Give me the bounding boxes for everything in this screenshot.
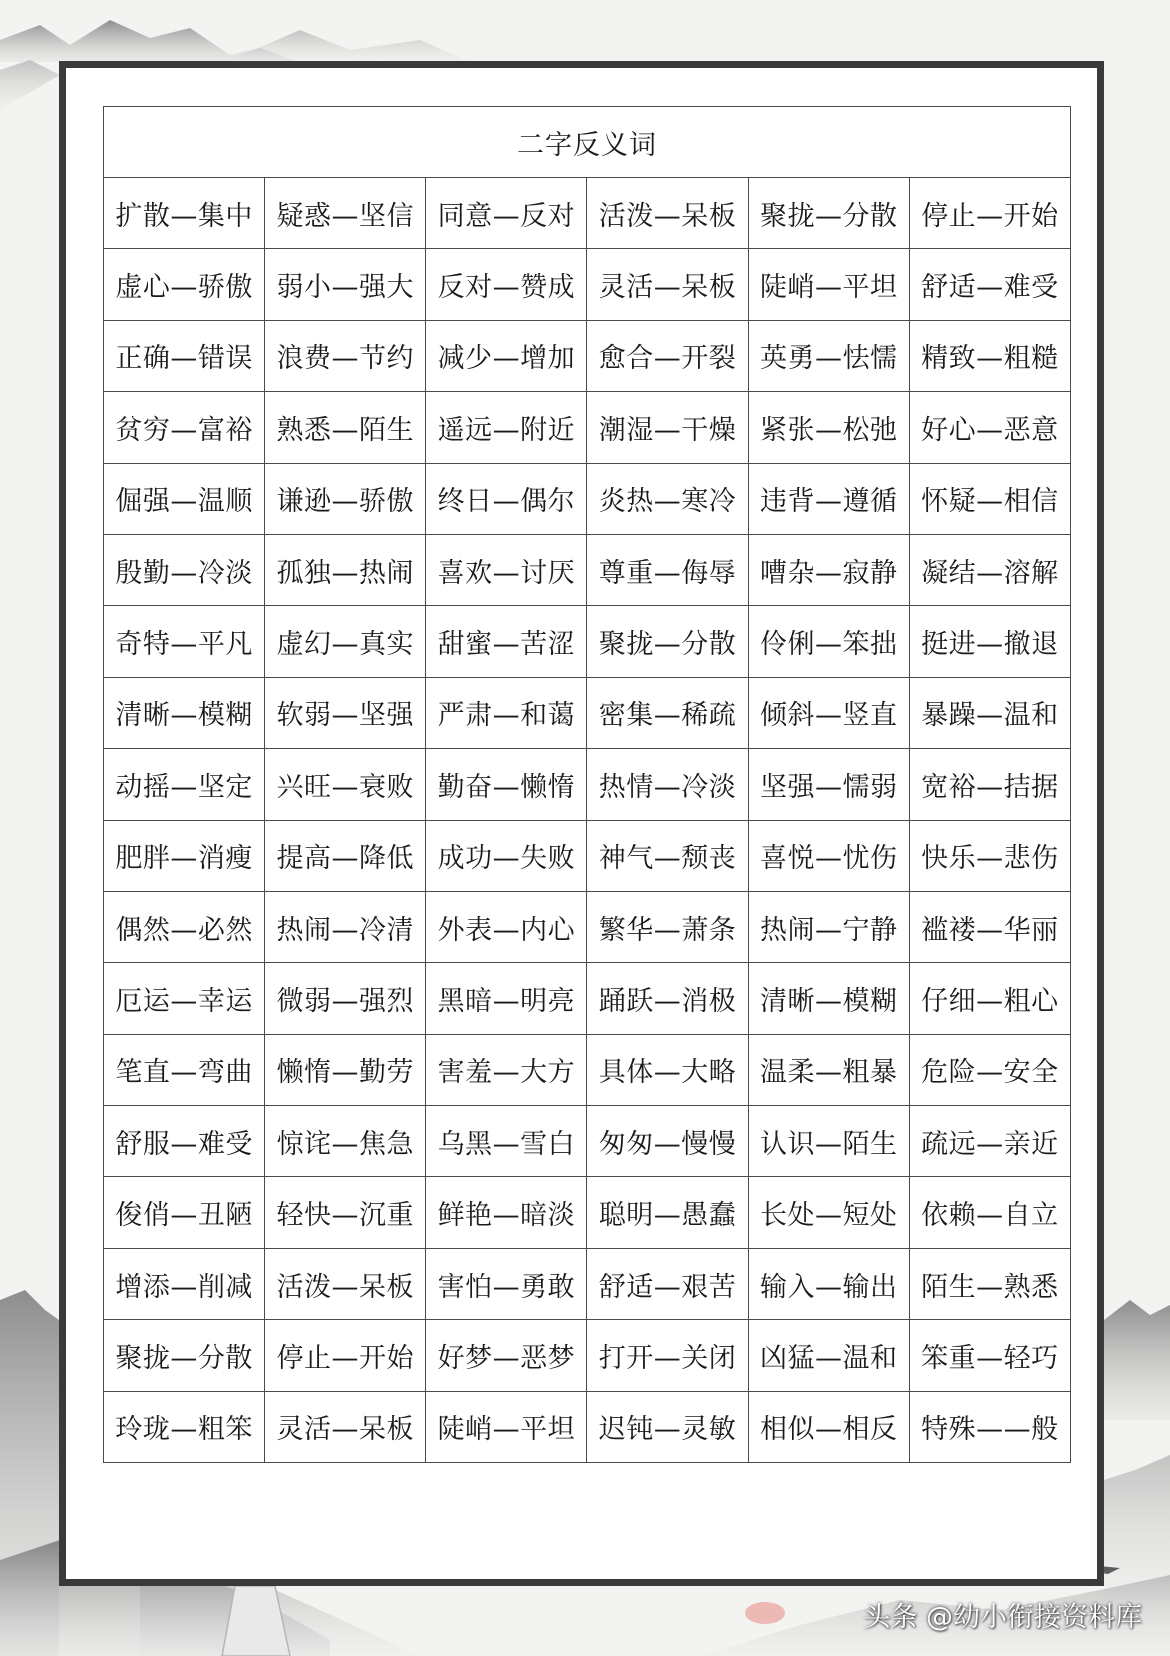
antonym-pair-cell: 舒适—难受 xyxy=(909,249,1070,320)
antonym-pair-cell: 坚强—懦弱 xyxy=(748,749,909,820)
antonym-pair-cell: 同意—反对 xyxy=(426,178,587,249)
antonym-pair-cell: 舒适—艰苦 xyxy=(587,1248,748,1319)
antonym-pair-cell: 遥远—附近 xyxy=(426,392,587,463)
antonym-pair-cell: 惊诧—焦急 xyxy=(265,1106,426,1177)
antonym-pair-cell: 乌黑—雪白 xyxy=(426,1106,587,1177)
antonym-pair-cell: 疏远—亲近 xyxy=(909,1106,1070,1177)
antonym-pair-cell: 具体—大略 xyxy=(587,1034,748,1105)
table-row xyxy=(104,534,1071,605)
antonym-pair-cell: 谦逊—骄傲 xyxy=(265,463,426,534)
table-row xyxy=(104,677,1071,748)
antonym-pair-cell: 紧张—松弛 xyxy=(748,392,909,463)
antonym-pair-cell: 密集—稀疏 xyxy=(587,677,748,748)
antonym-pair-cell: 危险—安全 xyxy=(909,1034,1070,1105)
antonym-pair-cell: 长处—短处 xyxy=(748,1177,909,1248)
antonym-pair-cell: 违背—遵循 xyxy=(748,463,909,534)
antonym-pair-cell: 好梦—恶梦 xyxy=(426,1320,587,1391)
antonym-pair-cell: 特殊——般 xyxy=(909,1391,1070,1462)
antonym-pair-cell: 舒服—难受 xyxy=(104,1106,265,1177)
antonym-pair-cell: 输入—输出 xyxy=(748,1248,909,1319)
table-row xyxy=(104,963,1071,1034)
antonym-pair-cell: 兴旺—衰败 xyxy=(265,749,426,820)
antonym-pair-cell: 喜悦—忧伤 xyxy=(748,820,909,891)
antonym-pair-cell: 陡峭—平坦 xyxy=(748,249,909,320)
antonym-pair-cell: 弱小—强大 xyxy=(265,249,426,320)
antonym-pair-cell: 反对—赞成 xyxy=(426,249,587,320)
antonym-pair-cell: 懒惰—勤劳 xyxy=(265,1034,426,1105)
antonym-pair-cell: 挺进—撤退 xyxy=(909,606,1070,677)
antonym-pair-cell: 笨重—轻巧 xyxy=(909,1320,1070,1391)
antonym-pair-cell: 勤奋—懒惰 xyxy=(426,749,587,820)
antonym-pair-cell: 打开—关闭 xyxy=(587,1320,748,1391)
antonym-pair-cell: 怀疑—相信 xyxy=(909,463,1070,534)
antonym-pair-cell: 终日—偶尔 xyxy=(426,463,587,534)
antonym-pair-cell: 停止—开始 xyxy=(265,1320,426,1391)
table-row xyxy=(104,749,1071,820)
antonym-pair-cell: 聪明—愚蠢 xyxy=(587,1177,748,1248)
antonym-pair-cell: 凝结—溶解 xyxy=(909,534,1070,605)
table-row xyxy=(104,463,1071,534)
table-row xyxy=(104,249,1071,320)
table-row xyxy=(104,1248,1071,1319)
table-row xyxy=(104,891,1071,962)
antonym-pair-cell: 微弱—强烈 xyxy=(265,963,426,1034)
antonym-pair-cell: 正确—错误 xyxy=(104,320,265,391)
antonym-pair-cell: 虚心—骄傲 xyxy=(104,249,265,320)
antonym-pair-cell: 减少—增加 xyxy=(426,320,587,391)
antonym-pair-cell: 相似—相反 xyxy=(748,1391,909,1462)
table-row xyxy=(104,606,1071,677)
antonym-pair-cell: 害羞—大方 xyxy=(426,1034,587,1105)
antonym-pair-cell: 扩散—集中 xyxy=(104,178,265,249)
antonym-pair-cell: 厄运—幸运 xyxy=(104,963,265,1034)
antonym-pair-cell: 温柔—粗暴 xyxy=(748,1034,909,1105)
antonym-pair-cell: 偶然—必然 xyxy=(104,891,265,962)
antonym-pair-cell: 聚拢—分散 xyxy=(748,178,909,249)
table-row xyxy=(104,320,1071,391)
antonym-pair-cell: 伶俐—笨拙 xyxy=(748,606,909,677)
antonym-pair-cell: 神气—颓丧 xyxy=(587,820,748,891)
antonym-pair-cell: 精致—粗糙 xyxy=(909,320,1070,391)
antonym-pair-cell: 玲珑—粗笨 xyxy=(104,1391,265,1462)
antonym-pair-cell: 活泼—呆板 xyxy=(265,1248,426,1319)
antonym-pair-cell: 凶猛—温和 xyxy=(748,1320,909,1391)
antonym-pair-cell: 笔直—弯曲 xyxy=(104,1034,265,1105)
table-title: 二字反义词 xyxy=(104,107,1071,178)
antonym-pair-cell: 陡峭—平坦 xyxy=(426,1391,587,1462)
antonym-pair-cell: 仔细—粗心 xyxy=(909,963,1070,1034)
antonym-pair-cell: 增添—削减 xyxy=(104,1248,265,1319)
antonym-pair-cell: 鲜艳—暗淡 xyxy=(426,1177,587,1248)
antonym-pair-cell: 尊重—侮辱 xyxy=(587,534,748,605)
antonym-pair-cell: 踊跃—消极 xyxy=(587,963,748,1034)
table-row xyxy=(104,178,1071,249)
antonym-pair-cell: 匆匆—慢慢 xyxy=(587,1106,748,1177)
antonym-pair-cell: 严肃—和蔼 xyxy=(426,677,587,748)
antonym-pair-cell: 好心—恶意 xyxy=(909,392,1070,463)
table-row xyxy=(104,1177,1071,1248)
antonym-pair-cell: 潮湿—干燥 xyxy=(587,392,748,463)
antonym-pair-cell: 暴躁—温和 xyxy=(909,677,1070,748)
antonym-pair-cell: 活泼—呆板 xyxy=(587,178,748,249)
antonym-pair-cell: 炎热—寒冷 xyxy=(587,463,748,534)
antonym-pair-cell: 热闹—冷清 xyxy=(265,891,426,962)
page-frame xyxy=(59,61,1104,1586)
antonym-pair-cell: 迟钝—灵敏 xyxy=(587,1391,748,1462)
table-row xyxy=(104,1391,1071,1462)
table-row xyxy=(104,1034,1071,1105)
antonym-pair-cell: 清晰—模糊 xyxy=(104,677,265,748)
antonym-pair-cell: 软弱—坚强 xyxy=(265,677,426,748)
antonym-pair-cell: 轻快—沉重 xyxy=(265,1177,426,1248)
table-row xyxy=(104,392,1071,463)
antonym-pair-cell: 聚拢—分散 xyxy=(587,606,748,677)
antonym-pair-cell: 成功—失败 xyxy=(426,820,587,891)
antonym-pair-cell: 孤独—热闹 xyxy=(265,534,426,605)
antonym-pair-cell: 热闹—宁静 xyxy=(748,891,909,962)
antonym-pair-cell: 俊俏—丑陋 xyxy=(104,1177,265,1248)
antonym-pair-cell: 倾斜—竖直 xyxy=(748,677,909,748)
antonym-pair-cell: 灵活—呆板 xyxy=(265,1391,426,1462)
antonym-pair-cell: 嘈杂—寂静 xyxy=(748,534,909,605)
antonym-pair-cell: 陌生—熟悉 xyxy=(909,1248,1070,1319)
watermark: 头条 @幼小衔接资料库 xyxy=(863,1602,1142,1633)
antonym-table-body xyxy=(104,178,1071,1463)
antonym-pair-cell: 繁华—萧条 xyxy=(587,891,748,962)
antonym-pair-cell: 贫穷—富裕 xyxy=(104,392,265,463)
table-row xyxy=(104,1106,1071,1177)
antonym-pair-cell: 疑惑—坚信 xyxy=(265,178,426,249)
antonym-pair-cell: 热情—冷淡 xyxy=(587,749,748,820)
antonym-pair-cell: 奇特—平凡 xyxy=(104,606,265,677)
antonym-pair-cell: 喜欢—讨厌 xyxy=(426,534,587,605)
antonym-pair-cell: 褴褛—华丽 xyxy=(909,891,1070,962)
antonym-pair-cell: 提高—降低 xyxy=(265,820,426,891)
antonym-pair-cell: 熟悉—陌生 xyxy=(265,392,426,463)
table-row xyxy=(104,1320,1071,1391)
antonym-pair-cell: 快乐—悲伤 xyxy=(909,820,1070,891)
antonym-pair-cell: 认识—陌生 xyxy=(748,1106,909,1177)
table-row xyxy=(104,820,1071,891)
antonym-pair-cell: 宽裕—拮据 xyxy=(909,749,1070,820)
antonym-pair-cell: 倔强—温顺 xyxy=(104,463,265,534)
antonym-pair-cell: 清晰—模糊 xyxy=(748,963,909,1034)
antonym-pair-cell: 愈合—开裂 xyxy=(587,320,748,391)
antonym-pair-cell: 浪费—节约 xyxy=(265,320,426,391)
antonym-pair-cell: 动摇—坚定 xyxy=(104,749,265,820)
antonym-pair-cell: 殷勤—冷淡 xyxy=(104,534,265,605)
antonym-pair-cell: 虚幻—真实 xyxy=(265,606,426,677)
antonym-pair-cell: 英勇—怯懦 xyxy=(748,320,909,391)
antonym-pair-cell: 停止—开始 xyxy=(909,178,1070,249)
antonym-pair-cell: 害怕—勇敢 xyxy=(426,1248,587,1319)
antonym-table xyxy=(103,106,1071,1463)
antonym-pair-cell: 聚拢—分散 xyxy=(104,1320,265,1391)
antonym-pair-cell: 依赖—自立 xyxy=(909,1177,1070,1248)
antonym-pair-cell: 甜蜜—苦涩 xyxy=(426,606,587,677)
antonym-pair-cell: 外表—内心 xyxy=(426,891,587,962)
antonym-pair-cell: 黑暗—明亮 xyxy=(426,963,587,1034)
antonym-pair-cell: 肥胖—消瘦 xyxy=(104,820,265,891)
antonym-pair-cell: 灵活—呆板 xyxy=(587,249,748,320)
